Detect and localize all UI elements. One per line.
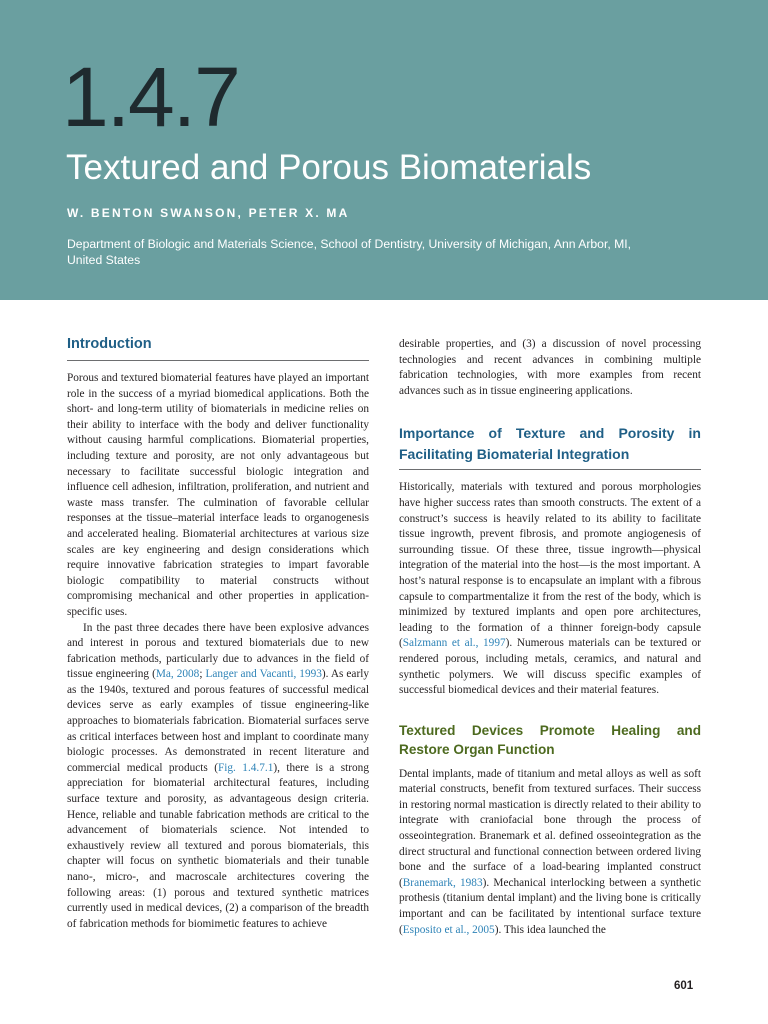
citation-ma-2008[interactable]: Ma, 2008 bbox=[155, 668, 200, 681]
author-affiliation: Department of Biologic and Materials Science, School of Dentistry, University of Michigan, Ann Arbor, MI, United States bbox=[67, 237, 632, 267]
chapter-number: 1.4.7 bbox=[62, 50, 239, 144]
importance-text-a: Historically, materials with textured and porous morphologies have higher success rates than smooth constructs. The extent of a construct’s success is heavily related to its ability to facilitate tissue ingrowth, prevent fibrosis, and promote angiogenesis of surrounding tissue. Of these three, tissue ingrowth—physical integration of the material into the host—is the most important. A host’s natural response is to encapsulate an implant with a fibrous capsule to compartmentalize it from the rest of the body, which is minimized by textured implants and open pore architectures, leading to the formation of a thinner foreign-body capsule ( bbox=[399, 481, 701, 650]
intro-p2-separator: ; bbox=[199, 668, 206, 681]
importance-paragraph bbox=[399, 480, 701, 698]
citation-esposito-2005[interactable]: Esposito et al., 2005 bbox=[402, 923, 495, 936]
textured-text-a: Dental implants, made of titanium and metal alloys as well as soft material constructs, benefit from textured surfaces. Their success in restoring normal mastication is directly related to their ability to integrate with craniofacial bone through the process of osseointegration. Branemark et al. defined osseointegration as the direct structural and functional connection between ordered living bone and the surface of a load-bearing implanted construct ( bbox=[399, 767, 701, 889]
importance-text-b: ). Numerous materials can be textured or rendered porous, including metals, ceramics, and natural and synthetic polymers. We will discuss specific examples of successful biomedical devices and their material features. bbox=[399, 637, 701, 697]
intro-p2-text-c: ), there is a strong appreciation for biomaterial architectural features, including surface texture and porosity, as advantageous design criteria. Hence, reliable and tunable fabrication methods are critical to the advancement of biomaterials science. Not intended to exhaustively review all textured and porous biomaterials, this chapter will focus on synthetic biomaterials and their tunable nano-, micro-, and macroscale architectures covering the following areas: (1) porous and textured synthetic matrices currently used in medical devices, (2) a comparison of the breadth of fabrication methods for biomimetic features to achieve bbox=[67, 761, 369, 930]
left-column bbox=[67, 334, 369, 932]
textured-devices-heading: Textured Devices Promote Healing and Restore Organ Function bbox=[399, 722, 701, 758]
importance-heading: Importance of Texture and Porosity in Facilitating Biomaterial Integration bbox=[399, 423, 701, 470]
chapter-title: Textured and Porous Biomaterials bbox=[66, 148, 592, 187]
chapter-authors: W. BENTON SWANSON, PETER X. MA bbox=[67, 206, 350, 220]
intro-p2-text-b: ). As early as the 1940s, textured and porous features of successful medical devices serve as early examples of tissue engineering-like approaches to biomaterials fabrication. Biomaterial surfaces serve as critical interfaces between host and implant to coordinate many biologic processes. As demonstrated in recent literature and commercial medical products ( bbox=[67, 668, 369, 774]
introduction-heading: Introduction bbox=[67, 334, 369, 361]
textured-text-c: ). This idea launched the bbox=[494, 923, 606, 936]
intro-p2-text-a: In the past three decades there have been explosive advances and interest in porous and textured biomaterials due to new fabrication methods, particularly due to advances in the field of tissue engineering ( bbox=[67, 621, 369, 681]
textured-text-b: ). Mechanical interlocking between a synthetic prothesis (titanium dental implant) and the living bone is critically important and can be facilitated by intentional surface texture ( bbox=[399, 876, 701, 936]
citation-salzmann-1997[interactable]: Salzmann et al., 1997 bbox=[402, 637, 506, 650]
chapter-banner bbox=[0, 0, 768, 300]
intro-paragraph-1: Porous and textured biomaterial features have played an important role in the success of a myriad biomedical applications. Both the short- and long-term utility of biomaterials in medicine relies on their ability to interface with the body and deliver functionality without causing harmful complications. Biomaterial properties, including texture and porosity, are not only advantageous but necessary to facilitate successful biologic integration and influence cell adhesion, infiltration, proliferation, and nutrient and waste mass transfer. The culmination of favorable cellular responses at the tissue–material interface leads to organogenesis and accelerated healing. Biomaterial architectures at various size scales are key engineering and design considerations which require innovative fabrication strategies to impart favorable biologic compatibility to material constructs without compromising mechanical and other properties in application-specific uses. bbox=[67, 372, 369, 618]
intro-paragraph-2 bbox=[67, 621, 369, 933]
textured-devices-paragraph bbox=[399, 767, 701, 939]
figure-reference[interactable]: Fig. 1.4.7.1 bbox=[217, 761, 274, 774]
citation-langer-vacanti-1993[interactable]: Langer and Vacanti, 1993 bbox=[205, 668, 322, 681]
page-number: 601 bbox=[674, 980, 694, 992]
citation-branemark-1983[interactable]: Branemark, 1983 bbox=[402, 876, 483, 889]
right-column bbox=[399, 337, 701, 938]
intro-paragraph-2-continued: desirable properties, and (3) a discussion of novel processing technologies and recent advances in combining multiple fabrication technologies, with more examples from recent advances such as in tissue engineering applications. bbox=[399, 338, 701, 397]
